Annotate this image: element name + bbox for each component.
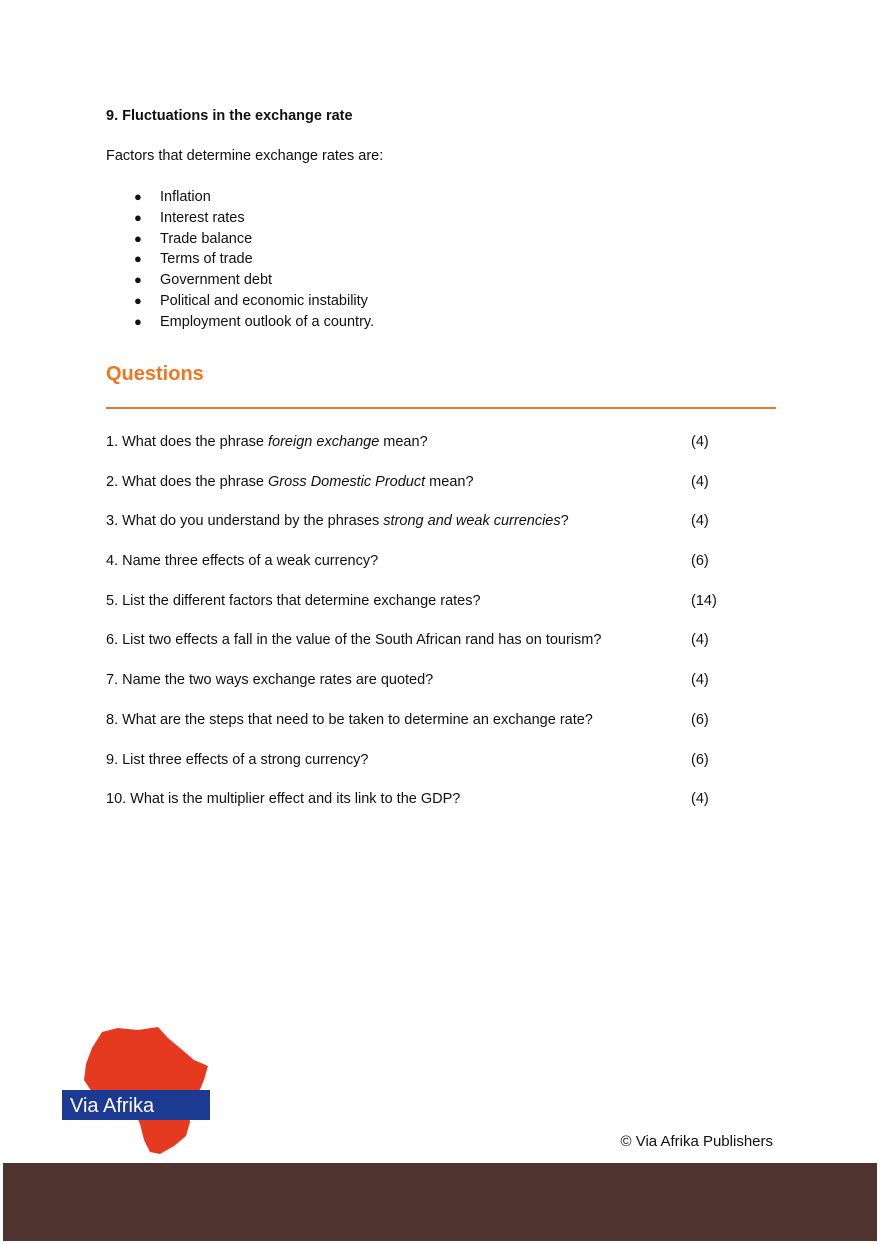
question-text: 2. What does the phrase Gross Domestic Product mean? bbox=[106, 473, 474, 490]
section-intro: Factors that determine exchange rates are: bbox=[106, 148, 384, 164]
questions-title: Questions bbox=[106, 363, 204, 385]
list-item: ● Inflation bbox=[106, 187, 374, 208]
question-row bbox=[106, 710, 746, 750]
question-row bbox=[106, 591, 746, 631]
question-marks: (6) bbox=[691, 711, 709, 728]
bullet-icon: ● bbox=[134, 251, 142, 267]
question-marks: (6) bbox=[691, 553, 709, 570]
bullet-icon: ● bbox=[134, 313, 142, 329]
question-row bbox=[106, 472, 746, 512]
section-heading: 9. Fluctuations in the exchange rate bbox=[106, 108, 353, 124]
question-row bbox=[106, 670, 746, 710]
question-text: 6. List two effects a fall in the value of the South African rand has on tourism? bbox=[106, 632, 602, 649]
question-text: 8. What are the steps that need to be taken to determine an exchange rate? bbox=[106, 711, 593, 728]
list-item: ● Government debt bbox=[106, 270, 374, 291]
bullet-icon: ● bbox=[134, 209, 142, 225]
question-text: 4. Name three effects of a weak currency? bbox=[106, 553, 379, 570]
question-row bbox=[106, 750, 746, 790]
question-marks: (4) bbox=[691, 473, 709, 490]
question-marks: (6) bbox=[691, 751, 709, 768]
question-row bbox=[106, 432, 746, 472]
logo-text: Via Afrika bbox=[70, 1095, 155, 1117]
list-item: ● Terms of trade bbox=[106, 249, 374, 270]
question-row bbox=[106, 630, 746, 670]
list-item: ● Employment outlook of a country. bbox=[106, 312, 374, 333]
title-divider bbox=[106, 407, 776, 409]
list-item: ● Interest rates bbox=[106, 208, 374, 229]
question-marks: (14) bbox=[691, 592, 717, 609]
question-marks: (4) bbox=[691, 513, 709, 530]
question-marks: (4) bbox=[691, 434, 709, 450]
question-text: 5. List the different factors that determine exchange rates? bbox=[106, 592, 481, 609]
copyright-text: © Via Afrika Publishers bbox=[620, 1133, 773, 1150]
bullet-icon: ● bbox=[134, 292, 142, 308]
via-afrika-logo bbox=[60, 1024, 216, 1156]
bullet-icon: ● bbox=[134, 189, 142, 204]
question-marks: (4) bbox=[691, 672, 709, 689]
question-marks: (4) bbox=[691, 791, 709, 808]
question-row bbox=[106, 789, 746, 829]
question-text: 7. Name the two ways exchange rates are quoted? bbox=[106, 672, 434, 689]
question-text: 1. What does the phrase foreign exchange mean? bbox=[106, 434, 428, 450]
list-item: ● Political and economic instability bbox=[106, 291, 374, 312]
question-row bbox=[106, 511, 746, 551]
footer-bar bbox=[3, 1163, 877, 1241]
bullet-icon: ● bbox=[134, 230, 142, 246]
question-marks: (4) bbox=[691, 632, 709, 649]
question-text: 10. What is the multiplier effect and its link to the GDP? bbox=[106, 791, 461, 808]
question-text: 9. List three effects of a strong currency? bbox=[106, 751, 369, 768]
factors-list bbox=[106, 187, 374, 333]
questions-list bbox=[106, 432, 746, 829]
question-row bbox=[106, 551, 746, 591]
question-text: 3. What do you understand by the phrases strong and weak currencies? bbox=[106, 513, 569, 530]
list-item: ● Trade balance bbox=[106, 229, 374, 250]
bullet-icon: ● bbox=[134, 272, 142, 288]
